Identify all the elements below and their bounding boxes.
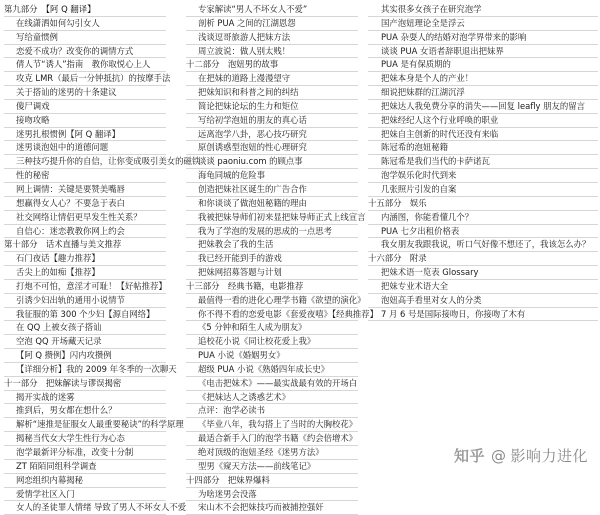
toc-entry: 揭开实战的迷雾	[4, 391, 166, 405]
toc-entry: 舌尖上的如痴【推荐】	[4, 266, 166, 280]
toc-entry: 浅谈逗哥旅游人把妹方法	[186, 31, 358, 45]
toc-entry: 国产泡妞理论全是浮云	[368, 17, 598, 31]
toc-entry: 关于搭讪的迷男的十条建议	[4, 86, 166, 100]
toc-entry: 《5 分钟和陌生人成为朋友》	[186, 321, 358, 335]
toc-entry: 7 月 6 号是国际接吻日，你接吻了木有	[368, 308, 598, 322]
toc-entry: 解析“速推是征服女人最重要秘诀”的科学原理	[4, 418, 166, 432]
toc-entry: 简论把妹论坛的生力和矩位	[186, 100, 358, 114]
toc-entry: 傻尸调戏	[4, 100, 166, 114]
toc-entry: 网恋组织内幕揭秘	[4, 474, 166, 488]
toc-entry: 迷男扎根惯例【阿 Q 翻译】	[4, 128, 166, 142]
toc-entry: 在线潇洒如何勾引女人	[4, 17, 166, 31]
toc-entry: 最值得一看的进化心理学书籍《欲望的演化》	[186, 294, 358, 308]
toc-entry: 谈谈 paoniu.com 的顾点事	[186, 155, 358, 169]
toc-entry: 把妹网招募答题与计划	[186, 266, 358, 280]
section-heading: 第十部分 话术直播与美文推荐	[4, 238, 166, 252]
toc-entry: 揭秘当代女大学生性行为心态	[4, 432, 166, 446]
toc-entry: 绝对顶级的泡妞圣经《迷男方法》	[186, 446, 358, 460]
toc-entry: PUA 杂耍人的结婚对泡学界带来的影响	[368, 31, 598, 45]
toc-entry: 我女朋友我跟我说，听口气好像不想还了，我该怎么办？	[368, 238, 598, 252]
toc-entry: 把妹术语一览表 Glossary	[368, 266, 598, 280]
toc-entry: 在把妹的道路上漫漫望守	[186, 72, 358, 86]
toc-entry: 我为了学泡的发展的思成的一点思考	[186, 225, 358, 239]
toc-entry: 创造把妹社区诞生的广告合作	[186, 183, 358, 197]
toc-entry: ZT 陌陌同组科学调查	[4, 460, 166, 474]
toc-entry: 恋爱不成功？改变你的调情方式	[4, 45, 166, 59]
section-heading: 十六部分 附录	[368, 252, 598, 266]
zhihu-logo-icon: 知乎	[453, 447, 485, 465]
toc-entry: 《把妹达人之诱惑艺术》	[186, 391, 358, 405]
toc-entry: 空泡 QQ 开场藏天记录	[4, 335, 166, 349]
watermark-author: 影响力进化	[510, 447, 588, 465]
toc-entry: 其实很多女孩子在研究泡学	[368, 3, 598, 17]
toc-entry: 网上调情：关键是要赞美嘴唇	[4, 183, 166, 197]
toc-entry: 我被把妹导师们初来显把妹导师正式上线宣言	[186, 211, 358, 225]
toc-entry: 剖析 PUA 之间的江湖恩怨	[186, 17, 358, 31]
toc-entry: 泡学娱乐化时代到来	[368, 169, 598, 183]
toc-column-3	[368, 3, 598, 321]
toc-entry: 攻克 LMR（最后一分钟抵抗）的按摩手法	[4, 72, 166, 86]
toc-entry: 三种技巧提升你的自信，让你变成吸引美女的磁铁	[4, 155, 166, 169]
toc-entry: 我已经开能到手的游戏	[186, 252, 358, 266]
toc-entry: 写给初学泡妞的朋友的真心话	[186, 114, 358, 128]
toc-column-1	[4, 3, 201, 515]
toc-entry: 泡妞高手看里对女人的分类	[368, 294, 598, 308]
section-heading: 十四部分 把妹界爆料	[186, 474, 358, 488]
toc-entry: 陈冠希是我们当代的卡萨诺瓦	[368, 155, 598, 169]
toc-entry: 【详细分析】我的 2009 年冬季的一次聊天	[4, 363, 166, 377]
toc-entry: 型男《窥天方法——前线笔记》	[186, 460, 358, 474]
toc-list-2	[186, 3, 379, 515]
toc-entry: 我征服的第 300 个少妇【源自网络】	[4, 308, 166, 322]
toc-entry: 你不得不看的恋爱电影《套爱夜嘻》【经典推荐】	[186, 308, 358, 322]
toc-entry: 在 QQ 上被女孩子搭讪	[4, 321, 166, 335]
toc-entry: 把妹专业术语大全	[368, 280, 598, 294]
toc-entry: 周立波说：做人别太贱！	[186, 45, 358, 59]
toc-entry: 接吻攻略	[4, 114, 166, 128]
section-heading: 十三部分 经典书籍，电影推荐	[186, 280, 358, 294]
toc-entry: 专家解读“男人不坏女人不爱”	[186, 3, 358, 17]
toc-list-1	[4, 3, 201, 515]
toc-entry: 为啥迷男会没落	[186, 488, 358, 502]
toc-entry: 把妹自主创新的时代还没有来临	[368, 128, 598, 142]
toc-entry: 自信心：迷恋教教你网上约会	[4, 225, 166, 239]
toc-entry: 倩人节“诱人”指南 教你取悦心上人	[4, 58, 166, 72]
toc-entry: 海龟同城的危险事	[186, 169, 358, 183]
toc-entry: 把妹本身是个人的产业！	[368, 72, 598, 86]
toc-entry: 把妹教会了我的生活	[186, 238, 358, 252]
toc-entry: 【阿 Q 攒例】闪内攻攒例	[4, 349, 166, 363]
toc-entry: 几张照片引发的自案	[368, 183, 598, 197]
toc-entry: PUA 七夕出租价格表	[368, 225, 598, 239]
toc-entry: 超级 PUA 小说《熟婚四年成长史》	[186, 363, 358, 377]
toc-entry: 社交网络让情侣更早发生性关系？	[4, 211, 166, 225]
toc-entry: 写给童惯例	[4, 31, 166, 45]
toc-entry: PUA 小说《婚姻男女》	[186, 349, 358, 363]
toc-entry: 引诱少妇出轨的通用小说情节	[4, 294, 166, 308]
toc-entry: 石门夜话【趣力推荐】	[4, 252, 166, 266]
toc-entry: 和你谈谈了做泡妞秘籍的理由	[186, 197, 358, 211]
toc-column-2	[186, 3, 379, 515]
watermark-at: @	[490, 447, 507, 465]
toc-entry: 打炮不可怕，意淫才可耻！【好帖推荐】	[4, 280, 166, 294]
toc-entry: 把妹达人我免费分享的消失——回复 leafly 朋友的留言	[368, 100, 598, 114]
section-heading: 第九部分 【阿 Q 翻译】	[4, 3, 166, 17]
toc-entry: 谈谈 PUA 女语者辞职退出把妹界	[368, 45, 598, 59]
toc-entry: 泡学最新评分标准，改变十分制	[4, 446, 166, 460]
toc-entry: 迷男谈泡妞中的道德问题	[4, 141, 166, 155]
toc-entry: 细说把妹群的江湖沉浮	[368, 86, 598, 100]
toc-entry: 性的秘密	[4, 169, 166, 183]
toc-entry: 爱情学社区入门	[4, 488, 166, 502]
toc-entry: 宋山木不会把妹技巧而被捕控强奸	[186, 501, 358, 515]
toc-entry: 把妹经纪人这个行业呼唤的职业	[368, 114, 598, 128]
toc-entry: 陈冠希的泡妞秘籍	[368, 141, 598, 155]
toc-entry: 点评：泡学必读书	[186, 404, 358, 418]
toc-entry: 原创诱惑型泡妞的性心理研究	[186, 141, 358, 155]
toc-entry: PUA 是有保质期的	[368, 58, 598, 72]
toc-entry: 女人的圣徒罪人情绪 导致了男人不坏女人不爱	[4, 501, 166, 515]
toc-entry: 《电击把妹术》——最实战最有效的开场白	[186, 377, 358, 391]
section-heading: 十五部分 娱乐	[368, 197, 598, 211]
toc-entry: 最适合新手入门的泡学书籍《约会倍增术》	[186, 432, 358, 446]
toc-entry: 追校花小说《同让校花爱上我》	[186, 335, 358, 349]
watermark	[454, 445, 588, 466]
toc-list-3	[368, 3, 598, 321]
section-heading: 十二部分 泡妞男的故事	[186, 58, 358, 72]
toc-entry: 《毕业八年，我勾搭上了当时的大胸校花》	[186, 418, 358, 432]
toc-entry: 想赢得女人心？不要急于表白	[4, 197, 166, 211]
toc-entry: 内涵图，你能看懂几个？	[368, 211, 598, 225]
section-heading: 十一部分 把妹解读与谬误揭密	[4, 377, 166, 391]
toc-entry: 推到后，男女都在想什么？	[4, 404, 166, 418]
toc-entry: 远离泡学八卦，恶心技巧研究	[186, 128, 358, 142]
toc-entry: 把妹知识和科普之间的纠结	[186, 86, 358, 100]
